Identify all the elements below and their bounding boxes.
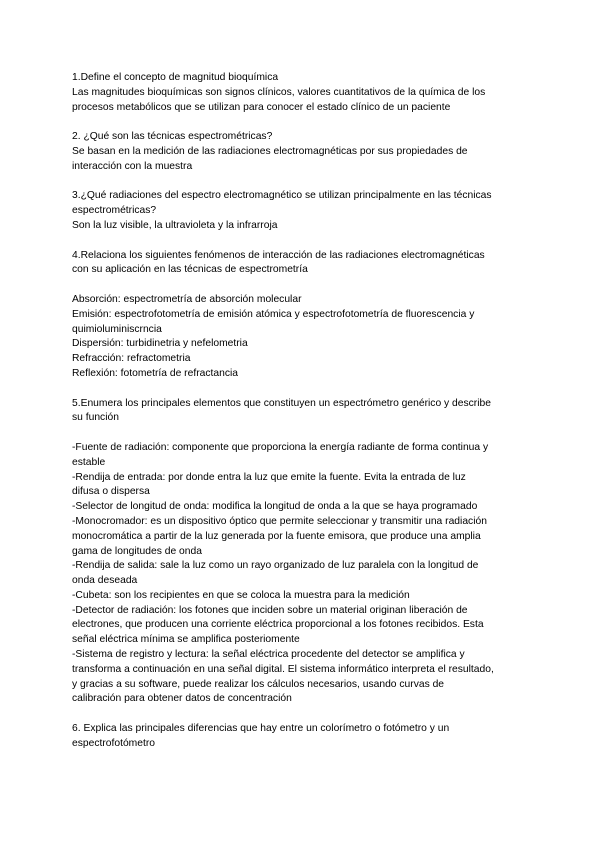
question-3-title-line-2: espectrométricas?	[72, 205, 157, 217]
paragraph-gap	[72, 115, 542, 130]
question-3-title-line-1: 3.¿Qué radiaciones del espectro electromagnético se utilizan principalmente en las técnicas	[72, 190, 492, 202]
question-5-item: y gracias a su software, puede realizar los cálculos necesarios, usando curvas de	[72, 678, 445, 690]
question-6-title-line-2: espectrofotómetro	[72, 737, 155, 749]
paragraph-gap	[72, 175, 542, 190]
paragraph-gap	[72, 382, 542, 397]
document-page	[72, 71, 542, 752]
question-2-answer-line-1: Se basan en la medición de las radiaciones electromagnéticas por sus propiedades de	[72, 145, 468, 157]
question-2-answer-line-2: interacción con la muestra	[72, 160, 193, 172]
question-5-item: -Selector de longitud de onda: modifica la longitud de onda a la que se haya programado	[72, 501, 478, 513]
question-5-title-line-1: 5.Enumera los principales elementos que constituyen un espectrómetro genérico y describe	[72, 397, 491, 409]
question-2	[72, 130, 542, 174]
paragraph-gap	[72, 426, 542, 441]
question-2-title: 2. ¿Qué son las técnicas espectrométricas?	[72, 131, 273, 143]
question-1-answer-line-2: procesos metabólicos que se utilizan para conocer el estado clínico de un paciente	[72, 101, 451, 113]
question-5-item: estable	[72, 456, 106, 468]
question-5-item: electrones, que producen una corriente eléctrica proporcional a los fotones recibidos. Esta	[72, 619, 484, 631]
question-4-item: Emisión: espectrofotometría de emisión atómica y espectrofotometría de fluorescencia y	[72, 308, 475, 320]
question-5-title-line-2: su función	[72, 412, 119, 424]
question-4-item: Refracción: refractometria	[72, 353, 191, 365]
question-4-item: quimioluminiscrncia	[72, 323, 162, 335]
question-4-item: Absorción: espectrometría de absorción molecular	[72, 293, 302, 305]
paragraph-gap	[72, 234, 542, 249]
question-5-item: -Fuente de radiación: componente que proporciona la energía radiante de forma continua y	[72, 441, 489, 453]
question-5-item: monocromática a partir de la luz generada por la fuente emisora, que produce una amplia	[72, 530, 481, 542]
question-5-item: difusa o dispersa	[72, 486, 150, 498]
question-4-title-line-2: con su aplicación en las técnicas de espectrometría	[72, 264, 308, 276]
paragraph-gap	[72, 707, 542, 722]
question-3-answer: Son la luz visible, la ultravioleta y la infrarroja	[72, 219, 278, 231]
paragraph-gap	[72, 278, 542, 293]
question-5	[72, 397, 542, 708]
question-5-item: transforma a continuación en una señal digital. El sistema informático interpreta el resultado,	[72, 663, 494, 675]
question-5-item: onda deseada	[72, 575, 138, 587]
question-5-item: -Cubeta: son los recipientes en que se coloca la muestra para la medición	[72, 589, 410, 601]
question-5-item: señal eléctrica mínima se amplifica posteriomente	[72, 634, 300, 646]
question-4	[72, 249, 542, 382]
question-4-item: Dispersión: turbidinetria y nefelometria	[72, 338, 248, 350]
question-4-title-line-1: 4.Relaciona los siguientes fenómenos de interacción de las radiaciones electromagnéticas	[72, 249, 485, 261]
question-5-item: gama de longitudes de onda	[72, 545, 202, 557]
question-6	[72, 722, 542, 752]
question-5-item: calibración para obtener datos de concentración	[72, 693, 292, 705]
question-1-answer-line-1: Las magnitudes bioquímicas son signos clínicos, valores cuantitativos de la química de los	[72, 86, 486, 98]
question-5-item: -Rendija de entrada: por donde entra la luz que emite la fuente. Evita la entrada de luz	[72, 471, 466, 483]
question-1	[72, 71, 542, 115]
question-6-title-line-1: 6. Explica las principales diferencias que hay entre un colorímetro o fotómetro y un	[72, 723, 450, 735]
question-5-item: -Rendija de salida: sale la luz como un rayo organizado de luz paralela con la longitud de	[72, 560, 479, 572]
question-5-item: -Sistema de registro y lectura: la señal eléctrica procedente del detector se amplifica y	[72, 649, 465, 661]
question-1-title: 1.Define el concepto de magnitud bioquímica	[72, 72, 279, 83]
question-5-item: -Detector de radiación: los fotones que inciden sobre un material originan liberación de	[72, 604, 468, 616]
question-3	[72, 189, 542, 233]
question-4-item: Reflexión: fotometría de refractancia	[72, 367, 238, 379]
question-5-item: -Monocromador: es un dispositivo óptico que permite seleccionar y transmitir una radiación	[72, 515, 487, 527]
